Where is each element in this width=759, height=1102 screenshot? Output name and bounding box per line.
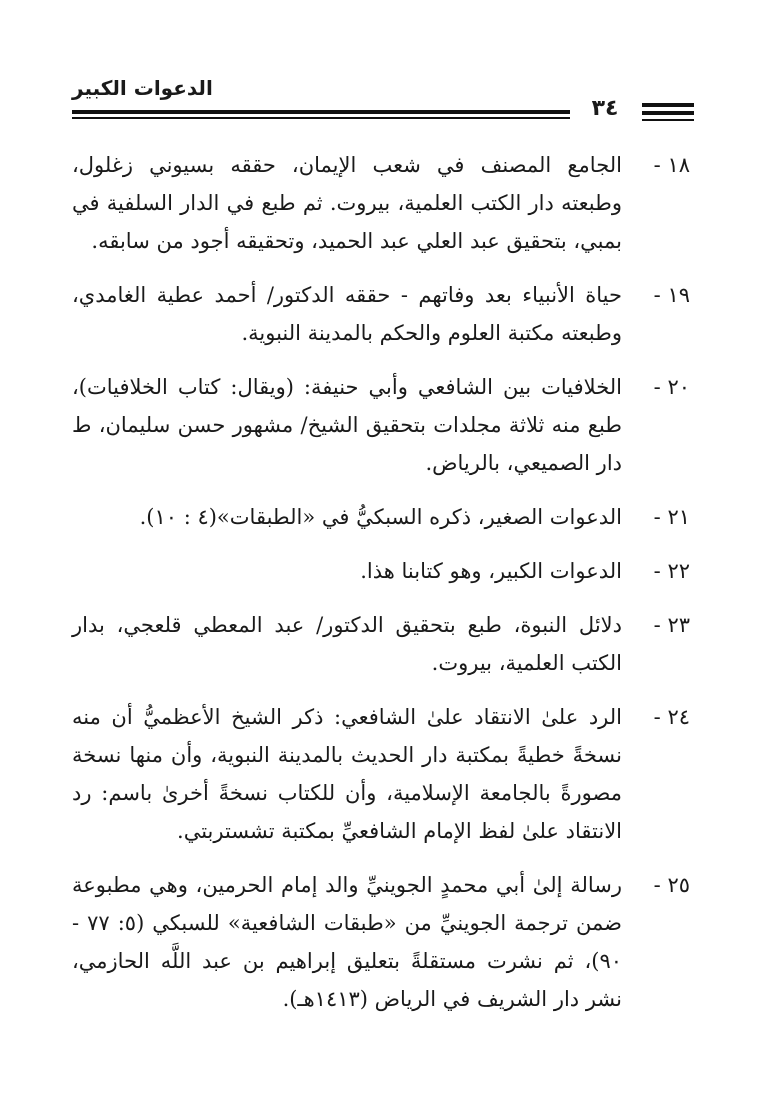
entry-number: ١٩ - xyxy=(653,283,690,307)
entry-text: الدعوات الصغير، ذكره السبكيُّ في «الطبقات»(٤ : ١٠). xyxy=(139,505,622,529)
entry-text: الرد علىٰ الانتقاد علىٰ الشافعي: ذكر الشيخ الأعظميُّ أن منه نسخةً خطيةً بمكتبة دار الحديث بالمدينة النبوية، وأن منها نسخة مصورةً بالجامعة الإسلامية، وأن للكتاب نسخةً أخرىٰ باسم: رد الانتقاد علىٰ لفظ الإمام الشافعيِّ بمكتبة تشستربتي. xyxy=(72,705,622,843)
entry-text: الدعوات الكبير، وهو كتابنا هذا. xyxy=(360,559,622,583)
header-rule-thin xyxy=(72,117,570,119)
page-number-rule-bottom xyxy=(642,119,694,121)
page-number: ٣٤ xyxy=(591,96,619,121)
entry-text: رسالة إلىٰ أبي محمدٍ الجوينيِّ والد إمام الحرمين، وهي مطبوعة ضمن ترجمة الجوينيِّ من «طبقات الشافعية» للسبكي (٥: ٧٧ - ٩٠)، ثم نشرت مستقلةً بتعليق إبراهيم بن عبد اللَّه الحازمي، نشر دار الشريف في الرياض (١٤١٣هـ). xyxy=(72,873,622,1011)
entry-text: دلائل النبوة، طبع بتحقيق الدكتور/ عبد المعطي قلعجي، بدار الكتب العلمية، بيروت. xyxy=(72,613,622,675)
list-item-20 xyxy=(72,368,690,482)
entry-number: ١٨ - xyxy=(653,153,690,177)
entry-number: ٢٠ - xyxy=(653,375,690,399)
entry-number: ٢٣ - xyxy=(653,613,690,637)
page-number-rule-middle xyxy=(642,111,694,115)
list-item-18 xyxy=(72,146,690,260)
entries-list xyxy=(72,146,690,1034)
header-rule-thick xyxy=(72,110,570,114)
list-item-24 xyxy=(72,698,690,850)
list-item-25 xyxy=(72,866,690,1018)
entry-text: الخلافيات بين الشافعي وأبي حنيفة: (ويقال: كتاب الخلافيات)، طبع منه ثلاثة مجلدات بتحقيق الشيخ/ مشهور حسن سليمان، ط دار الصميعي، بالرياض. xyxy=(72,375,622,475)
entry-number: ٢٥ - xyxy=(653,873,690,897)
entry-text: حياة الأنبياء بعد وفاتهم - حققه الدكتور/ أحمد عطية الغامدي، وطبعته مكتبة العلوم والحكم بالمدينة النبوية. xyxy=(72,283,622,345)
entry-text: الجامع المصنف في شعب الإيمان، حققه بسيوني زغلول، وطبعته دار الكتب العلمية، بيروت. ثم طبع في الدار السلفية في بمبي، بتحقيق عبد العلي عبد الحميد، وتحقيقه أجود من سابقه. xyxy=(72,153,622,253)
page-header xyxy=(72,72,692,132)
list-item-19 xyxy=(72,276,690,352)
list-item-23 xyxy=(72,606,690,682)
page-number-rule-top xyxy=(642,103,694,107)
entry-number: ٢٢ - xyxy=(653,559,690,583)
entry-number: ٢٤ - xyxy=(653,705,690,729)
list-item-21 xyxy=(72,498,690,536)
running-title: الدعوات الكبير xyxy=(72,76,213,100)
entry-number: ٢١ - xyxy=(653,505,690,529)
list-item-22 xyxy=(72,552,690,590)
